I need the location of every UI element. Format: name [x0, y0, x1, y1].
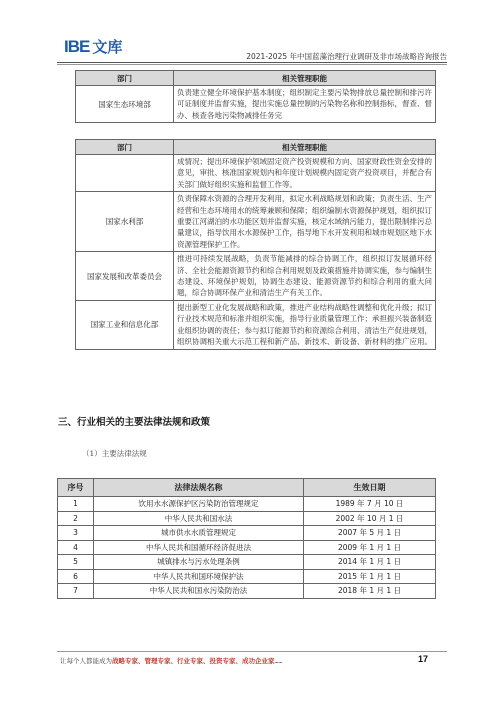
footer-suffix: ……	[274, 657, 283, 665]
effective-date: 2015 年 1 月 1 日	[304, 569, 436, 584]
table-row	[76, 155, 436, 192]
header-divider	[57, 62, 447, 63]
law-name: 中华人民共和国循环经济促进法	[94, 540, 304, 555]
table-row	[58, 526, 436, 541]
duty-cell: 负责建立健全环境保护基本制度；组织制定主要污染物排放总量控制和排污许可证制度并监督实施，提出实施总量控制的污染物名称和控制指标，督查、督办、核查各地污染物减排任务完	[174, 86, 436, 123]
row-number: 4	[58, 540, 94, 555]
column-header: 相关管理职能	[174, 140, 436, 155]
column-header: 相关管理职能	[174, 71, 436, 86]
department-cell: 国家生态环境部	[76, 86, 174, 123]
logo-text: 文库	[92, 38, 123, 56]
column-header: 法律法规名称	[94, 479, 304, 497]
department-cell: 国家水利部	[76, 192, 174, 252]
column-header: 序号	[58, 479, 94, 497]
footer-slogan	[60, 656, 282, 665]
table-row	[76, 300, 436, 349]
table-row	[58, 584, 436, 599]
row-number: 7	[58, 584, 94, 599]
table-row	[58, 569, 436, 584]
effective-date: 2002 年 10 月 1 日	[304, 511, 436, 526]
table-header-row	[76, 71, 436, 86]
table-row	[76, 252, 436, 301]
table-row	[76, 192, 436, 252]
column-header: 生效日期	[304, 479, 436, 497]
effective-date: 2018 年 1 月 1 日	[304, 584, 436, 599]
table-row	[58, 540, 436, 555]
table-header-row	[76, 140, 436, 155]
department-duties-table-2	[75, 139, 436, 350]
department-cell: 国家工业和信息化部	[76, 300, 174, 349]
effective-date: 1989 年 7 月 10 日	[304, 497, 436, 512]
law-name: 中华人民共和国水法	[94, 511, 304, 526]
page-number: 17	[418, 654, 429, 664]
table-row	[58, 497, 436, 512]
footer-highlight: 战略专家、管理专家、行业专家、投资专家、成功企业家	[112, 657, 275, 665]
department-cell: 国家发展和改革委员会	[76, 252, 174, 301]
table-row	[76, 86, 436, 123]
law-name: 中华人民共和国环境保护法	[94, 569, 304, 584]
duty-cell: 提出新型工业化发展战略和政策，推进产业结构战略性调整和优化升级；拟订行业技术规范和标准并组织实施，指导行业质量管理工作；承担振兴装备制造业组织协调的责任；参与拟订能源节约和资源综合利用、清洁生产促进规划，组织协调相关重大示范工程和新产品、新技术、新设备、新材料的推广应用。	[174, 300, 436, 349]
row-number: 3	[58, 526, 94, 541]
column-header: 部门	[76, 140, 174, 155]
report-title: 2021-2025 年中国蓝藻治理行业调研及非市场战略咨询报告	[246, 52, 447, 61]
footer-prefix: 让每个人都能成为	[60, 657, 112, 665]
row-number: 1	[58, 497, 94, 512]
law-name: 城镇排水与污水处理条例	[94, 555, 304, 570]
duty-cell: 成情况；提出环境保护领域固定资产投资规模和方向、国家财政性资金安排的意见，审批、核准国家规划内和年度计划规模内固定资产投资项目，并配合有关部门做好组织实施和监督工作等。	[174, 155, 436, 192]
row-number: 6	[58, 569, 94, 584]
department-cell	[76, 155, 174, 192]
law-name: 城市供水水质管理规定	[94, 526, 304, 541]
duty-cell: 推进可持续发展战略，负责节能减排的综合协调工作，组织拟订发展循环经济、全社会能源资源节约和综合利用规划及政策措施并协调实施，参与编制生态建设、环境保护规划，协调生态建设、能源资源节约和综合利用的重大问题，综合协调环保产业和清洁生产有关工作。	[174, 252, 436, 301]
logo-mark: IBE	[64, 36, 90, 56]
logo	[64, 36, 122, 57]
footer-divider	[57, 651, 447, 652]
table-row	[58, 555, 436, 570]
laws-table	[57, 478, 436, 599]
law-name: 中华人民共和国水污染防治法	[94, 584, 304, 599]
column-header: 部门	[76, 71, 174, 86]
subsection-heading: （1）主要法律法规	[82, 449, 147, 458]
row-number: 2	[58, 511, 94, 526]
department-duties-table-1	[75, 70, 436, 123]
section-heading: 三、行业相关的主要法律法规和政策	[58, 417, 211, 428]
page-header	[57, 36, 447, 62]
header-divider-thin	[57, 64, 447, 65]
duty-cell: 负责保障水资源的合理开发利用，拟定水利战略规划和政策；负责生活、生产经营和生态环境用水的统筹兼顾和保障；组织编制水资源保护规划，组织拟订重要江河湖泊的水功能区划并监督实施，核定水域纳污能力，提出限制排污总量建议，指导饮用水水源保护工作，指导地下水开发利用和城市规划区地下水资源管理保护工作。	[174, 192, 436, 252]
row-number: 5	[58, 555, 94, 570]
effective-date: 2007 年 5 月 1 日	[304, 526, 436, 541]
effective-date: 2014 年 1 月 1 日	[304, 555, 436, 570]
law-name: 饮用水水源保护区污染防治管理规定	[94, 497, 304, 512]
table-row	[58, 511, 436, 526]
table-header-row	[58, 479, 436, 497]
effective-date: 2009 年 1 月 1 日	[304, 540, 436, 555]
